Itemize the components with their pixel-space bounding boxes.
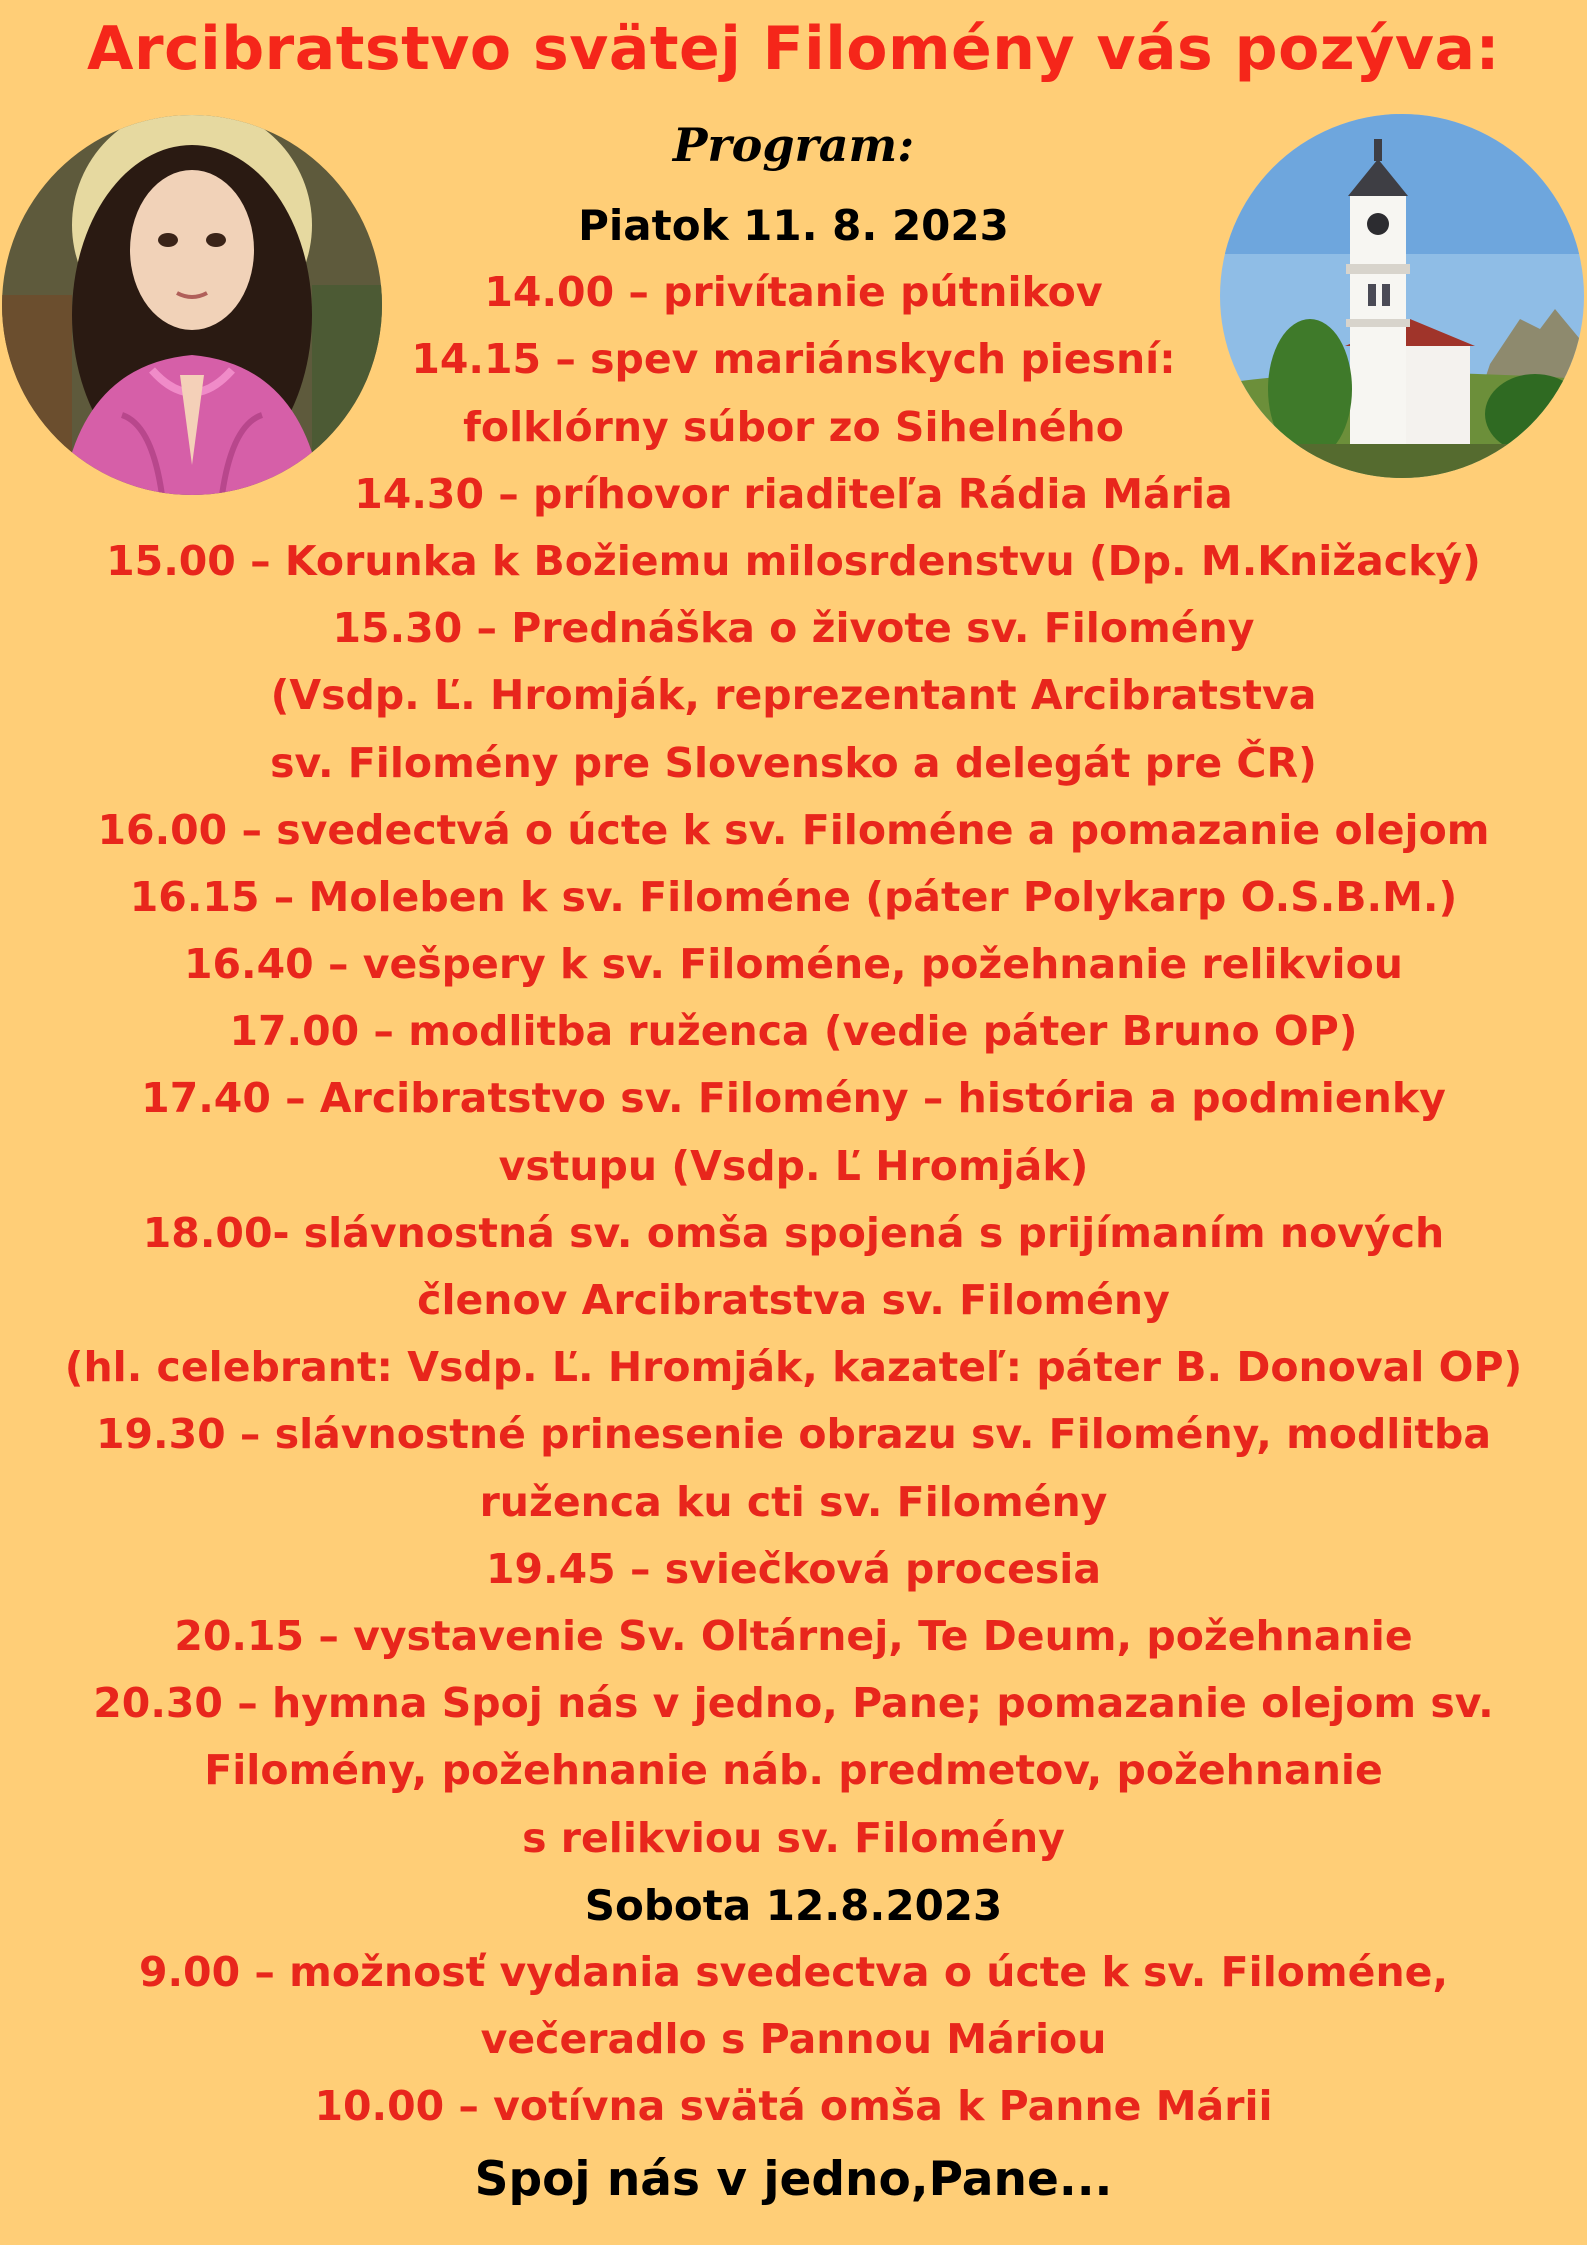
schedule-item: 19.45 – sviečková procesia (486, 1544, 1101, 1593)
schedule-item: 20.15 – vystavenie Sv. Oltárnej, Te Deum, požehnanie (174, 1611, 1413, 1660)
schedule-item: večeradlo s Pannou Máriou (480, 2015, 1107, 2064)
schedule-item: členov Arcibratstva sv. Filomény (417, 1276, 1170, 1324)
schedule-item: (hl. celebrant: Vsdp. Ľ. Hromják, kazateľ: páter B. Donoval OP) (64, 1343, 1523, 1392)
schedule-item: 9.00 – možnosť vydania svedectva o úcte k sv. Filoméne, (138, 1947, 1449, 1996)
program-label: Program: (672, 118, 915, 172)
schedule-item: 14.15 – spev mariánskych piesní: (411, 335, 1176, 384)
schedule-item: sv. Filomény pre Slovensko a delegát pre ČR) (270, 738, 1317, 787)
page-title: Arcibratstvo svätej Filomény vás pozýva: (87, 14, 1500, 84)
day-heading: Piatok 11. 8. 2023 (578, 201, 1009, 250)
schedule-item: 14.00 – privítanie pútnikov (484, 268, 1103, 317)
schedule-item: Filomény, požehnanie náb. predmetov, požehnanie (204, 1746, 1383, 1795)
schedule-item: (Vsdp. Ľ. Hromják, reprezentant Arcibratstva (270, 671, 1317, 720)
schedule-item: 17.00 – modlitba ruženca (vedie páter Bruno OP) (229, 1007, 1358, 1056)
schedule-item: 17.40 – Arcibratstvo sv. Filomény – história a podmienky (141, 1074, 1446, 1123)
schedule-item: 19.30 – slávnostné prinesenie obrazu sv. Filomény, modlitba (95, 1410, 1492, 1459)
schedule-item: 16.00 – svedectvá o úcte k sv. Filoméne a pomazanie olejom (97, 805, 1490, 854)
schedule-item: 15.30 – Prednáška o živote sv. Filomény (332, 604, 1255, 653)
day-heading: Sobota 12.8.2023 (584, 1880, 1003, 1930)
schedule-item: 14.30 – príhovor riaditeľa Rádia Mária (354, 469, 1233, 518)
schedule-item: 18.00- slávnostná sv. omša spojená s prijímaním nových (142, 1208, 1445, 1257)
closing-line: Spoj nás v jedno,Pane... (474, 2152, 1113, 2208)
schedule-item: folklórny súbor zo Sihelného (463, 402, 1124, 451)
schedule-item: vstupu (Vsdp. Ľ Hromják) (498, 1141, 1089, 1190)
schedule-item: 15.00 – Korunka k Božiemu milosrdenstvu (Dp. M.Knižacký) (106, 536, 1481, 585)
schedule-item: 20.30 – hymna Spoj nás v jedno, Pane; pomazanie olejom sv. (93, 1679, 1494, 1728)
schedule-item: 10.00 – votívna svätá omša k Panne Márii (314, 2082, 1273, 2131)
schedule-item: ruženca ku cti sv. Filomény (479, 1477, 1108, 1526)
schedule (0, 192, 1587, 2220)
schedule-item: 16.15 – Moleben k sv. Filoméne (páter Polykarp O.S.B.M.) (129, 872, 1458, 921)
schedule-item: 16.40 – vešpery k sv. Filoméne, požehnanie relikviou (184, 940, 1403, 989)
schedule-item: s relikviou sv. Filomény (522, 1813, 1065, 1862)
